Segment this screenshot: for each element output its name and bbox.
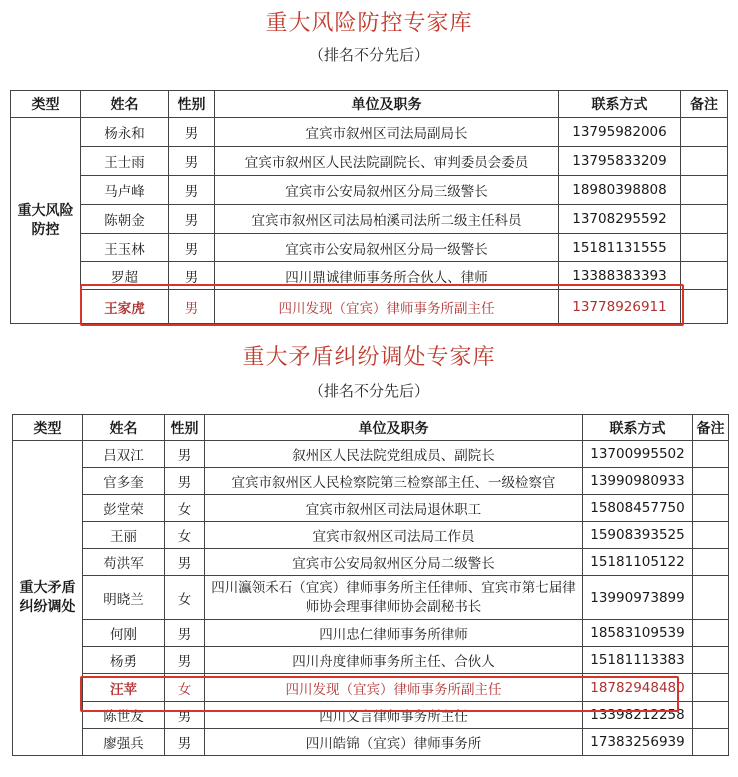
name-cell: 吕双江 bbox=[83, 441, 165, 468]
table-row bbox=[13, 674, 729, 702]
unit-cell: 宜宾市叙州区人民法院副院长、审判委员会委员 bbox=[215, 147, 559, 176]
gender-cell: 男 bbox=[169, 262, 215, 290]
contact-cell: 15181113383 bbox=[583, 647, 693, 674]
table-row bbox=[13, 729, 729, 756]
gender-cell: 女 bbox=[165, 674, 205, 702]
remark-cell bbox=[693, 620, 729, 647]
remark-cell bbox=[681, 234, 728, 262]
remark-cell bbox=[693, 576, 729, 620]
gender-cell: 男 bbox=[165, 647, 205, 674]
table-row bbox=[11, 262, 728, 290]
subtitle-risk-control: （排名不分先后） bbox=[308, 46, 429, 64]
table-row bbox=[13, 495, 729, 522]
unit-cell: 四川义言律师事务所主任 bbox=[205, 702, 583, 729]
table-header-row bbox=[11, 91, 728, 118]
unit-cell: 四川瀛领禾石（宜宾）律师事务所主任律师、宜宾市第七届律 师协会理事律师协会副秘书长 bbox=[205, 576, 583, 620]
unit-cell: 四川忠仁律师事务所律师 bbox=[205, 620, 583, 647]
unit-cell: 四川皓锦（宜宾）律师事务所 bbox=[205, 729, 583, 756]
unit-cell: 四川发现（宜宾）律师事务所副主任 bbox=[205, 674, 583, 702]
name-cell: 彭堂荣 bbox=[83, 495, 165, 522]
title-dispute-mediation: 重大矛盾纠纷调处专家库 bbox=[242, 345, 496, 370]
contact-cell: 18782948480 bbox=[583, 674, 693, 702]
contact-cell: 13778926911 bbox=[559, 290, 681, 324]
remark-cell bbox=[693, 549, 729, 576]
unit-cell: 宜宾市叙州区司法局工作员 bbox=[205, 522, 583, 549]
gender-cell: 男 bbox=[169, 290, 215, 324]
header-type: 类型 bbox=[13, 415, 83, 441]
unit-cell: 宜宾市叙州区司法局退休职工 bbox=[205, 495, 583, 522]
contact-cell: 13398212258 bbox=[583, 702, 693, 729]
name-cell: 王家虎 bbox=[81, 290, 169, 324]
remark-cell bbox=[681, 262, 728, 290]
remark-cell bbox=[693, 674, 729, 702]
remark-cell bbox=[693, 729, 729, 756]
header-name: 姓名 bbox=[83, 415, 165, 441]
unit-cell: 四川舟度律师事务所主任、合伙人 bbox=[205, 647, 583, 674]
gender-cell: 男 bbox=[165, 549, 205, 576]
contact-cell: 13795833209 bbox=[559, 147, 681, 176]
table-header-row bbox=[13, 415, 729, 441]
subtitle-dispute-mediation: （排名不分先后） bbox=[308, 382, 429, 400]
name-cell: 王玉林 bbox=[81, 234, 169, 262]
gender-cell: 男 bbox=[169, 205, 215, 234]
name-cell: 王丽 bbox=[83, 522, 165, 549]
table-row bbox=[11, 234, 728, 262]
contact-cell: 13990973899 bbox=[583, 576, 693, 620]
remark-cell bbox=[693, 441, 729, 468]
name-cell: 廖强兵 bbox=[83, 729, 165, 756]
remark-cell bbox=[693, 522, 729, 549]
contact-cell: 17383256939 bbox=[583, 729, 693, 756]
table-row bbox=[13, 441, 729, 468]
name-cell: 官多奎 bbox=[83, 468, 165, 495]
gender-cell: 女 bbox=[165, 522, 205, 549]
unit-cell: 宜宾市公安局叙州区分局三级警长 bbox=[215, 176, 559, 205]
contact-cell: 13388383393 bbox=[559, 262, 681, 290]
name-cell: 何刚 bbox=[83, 620, 165, 647]
unit-cell: 宜宾市公安局叙州区分局一级警长 bbox=[215, 234, 559, 262]
unit-cell: 宜宾市公安局叙州区分局二级警长 bbox=[205, 549, 583, 576]
unit-cell: 宜宾市叙州区人民检察院第三检察部主任、一级检察官 bbox=[205, 468, 583, 495]
gender-cell: 女 bbox=[165, 576, 205, 620]
unit-cell: 四川鼎诚律师事务所合伙人、律师 bbox=[215, 262, 559, 290]
table-row bbox=[11, 205, 728, 234]
remark-cell bbox=[693, 647, 729, 674]
remark-cell bbox=[693, 495, 729, 522]
contact-cell: 13700995502 bbox=[583, 441, 693, 468]
contact-cell: 15908393525 bbox=[583, 522, 693, 549]
header-gender: 性别 bbox=[165, 415, 205, 441]
contact-cell: 15808457750 bbox=[583, 495, 693, 522]
table-row bbox=[13, 522, 729, 549]
header-contact: 联系方式 bbox=[583, 415, 693, 441]
remark-cell bbox=[693, 702, 729, 729]
table-row bbox=[13, 468, 729, 495]
table-row bbox=[11, 118, 728, 147]
header-remark: 备注 bbox=[681, 91, 728, 118]
remark-cell bbox=[681, 176, 728, 205]
gender-cell: 男 bbox=[169, 176, 215, 205]
dispute-mediation-table bbox=[12, 414, 729, 756]
type-cell: 重大风险防控 bbox=[11, 118, 81, 324]
contact-cell: 18980398808 bbox=[559, 176, 681, 205]
header-type: 类型 bbox=[11, 91, 81, 118]
table-row bbox=[13, 702, 729, 729]
remark-cell bbox=[681, 118, 728, 147]
gender-cell: 男 bbox=[165, 441, 205, 468]
contact-cell: 15181131555 bbox=[559, 234, 681, 262]
name-cell: 明晓兰 bbox=[83, 576, 165, 620]
header-unit: 单位及职务 bbox=[215, 91, 559, 118]
header-contact: 联系方式 bbox=[559, 91, 681, 118]
name-cell: 马卢峰 bbox=[81, 176, 169, 205]
header-gender: 性别 bbox=[169, 91, 215, 118]
remark-cell bbox=[681, 290, 728, 324]
name-cell: 王士雨 bbox=[81, 147, 169, 176]
gender-cell: 男 bbox=[165, 620, 205, 647]
unit-cell: 宜宾市叙州区司法局副局长 bbox=[215, 118, 559, 147]
remark-cell bbox=[693, 468, 729, 495]
name-cell: 杨永和 bbox=[81, 118, 169, 147]
contact-cell: 13795982006 bbox=[559, 118, 681, 147]
name-cell: 罗超 bbox=[81, 262, 169, 290]
contact-cell: 18583109539 bbox=[583, 620, 693, 647]
unit-cell: 宜宾市叙州区司法局柏溪司法所二级主任科员 bbox=[215, 205, 559, 234]
header-unit: 单位及职务 bbox=[205, 415, 583, 441]
gender-cell: 男 bbox=[169, 234, 215, 262]
gender-cell: 男 bbox=[169, 118, 215, 147]
table-row bbox=[11, 147, 728, 176]
unit-cell: 叙州区人民法院党组成员、副院长 bbox=[205, 441, 583, 468]
header-remark: 备注 bbox=[693, 415, 729, 441]
name-cell: 杨勇 bbox=[83, 647, 165, 674]
table-row bbox=[11, 176, 728, 205]
name-cell: 苟洪军 bbox=[83, 549, 165, 576]
header-name: 姓名 bbox=[81, 91, 169, 118]
name-cell: 陈世友 bbox=[83, 702, 165, 729]
name-cell: 陈朝金 bbox=[81, 205, 169, 234]
unit-cell: 四川发现（宜宾）律师事务所副主任 bbox=[215, 290, 559, 324]
table-row bbox=[13, 647, 729, 674]
gender-cell: 男 bbox=[165, 702, 205, 729]
name-cell: 汪苹 bbox=[83, 674, 165, 702]
type-cell: 重大矛盾纠纷调处 bbox=[13, 441, 83, 756]
table-row bbox=[11, 290, 728, 324]
table-row bbox=[13, 549, 729, 576]
remark-cell bbox=[681, 205, 728, 234]
gender-cell: 男 bbox=[165, 729, 205, 756]
table-row bbox=[13, 576, 729, 620]
remark-cell bbox=[681, 147, 728, 176]
contact-cell: 13708295592 bbox=[559, 205, 681, 234]
gender-cell: 女 bbox=[165, 495, 205, 522]
contact-cell: 13990980933 bbox=[583, 468, 693, 495]
title-risk-control: 重大风险防控专家库 bbox=[265, 11, 473, 36]
risk-control-table bbox=[10, 90, 728, 324]
gender-cell: 男 bbox=[165, 468, 205, 495]
table-row bbox=[13, 620, 729, 647]
contact-cell: 15181105122 bbox=[583, 549, 693, 576]
gender-cell: 男 bbox=[169, 147, 215, 176]
